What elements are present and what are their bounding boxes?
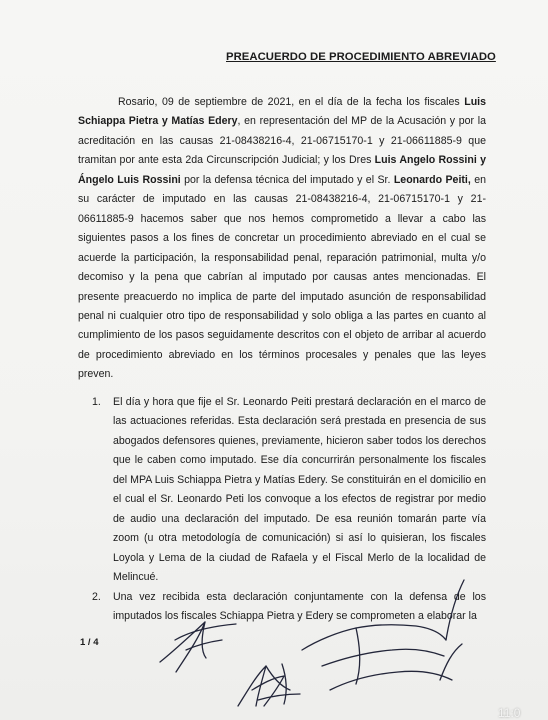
intro-paragraph bbox=[78, 93, 486, 385]
steps-list bbox=[92, 393, 486, 626]
intro-text-2: , en representación del MP de la Acusación y por la acreditación en las causas 21-08438216-4, 21-06715170-1 y 21-06611885-9 que tramitan por ante esta 2da Circunscripción Judicial; y los Dres bbox=[78, 115, 486, 167]
intro-text-3: por la defensa técnica del imputado y el Sr. bbox=[180, 173, 394, 186]
intro-text-1: Rosario, 09 de septiembre de 2021, en el día de la fecha los fiscales bbox=[118, 96, 465, 108]
page-number: 1 / 4 bbox=[80, 637, 99, 648]
intro-defensores-names: Luis Angelo Rossini y Ángelo Luis Rossini bbox=[78, 154, 486, 186]
document-title: PREACUERDO DE PROCEDIMIENTO ABREVIADO bbox=[226, 51, 496, 63]
intro-imputado-name: Leonardo Peiti, bbox=[393, 173, 471, 186]
list-item-text: El día y hora que fije el Sr. Leonardo Peiti prestará declaración en el marco de las actuaciones referidas. Esta declaración será prestada en presencia de sus abogados defensores quienes, previamente, hicieron saber todos los derechos que le caben como imputado. Ese día concurrirán personalmente los fiscales del MPA Luis Schiappa Pietra y Matías Edery. Se constituirán en el domicilio en el cual el Sr. Leonardo Peti los convoque a los efectos de registrar por medio de audio una declaración del imputado. De esa reunión tomarán parte vía zoom (u otra metodología de comunicación) si así lo quisieran, los fiscales Loyola y Lema de la ciudad de Rafaela y el Fiscal Merlo de la localidad de Melincué. bbox=[113, 396, 486, 584]
list-item-number: 1. bbox=[92, 396, 101, 408]
signature-2 bbox=[238, 664, 300, 706]
list-item-text: Una vez recibida esta declaración conjuntamente con la defensa de los imputados los fiscales Schiappa Pietra y Edery se comprometen a elaborar la bbox=[113, 590, 486, 622]
intro-fiscales-names: Luis Schiappa Pietra y Matías Edery bbox=[78, 96, 486, 128]
status-clock: 11:0 bbox=[498, 706, 521, 720]
list-item bbox=[92, 393, 486, 588]
intro-text-4: en su carácter de imputado en las causas 21-08438216-4, 21-06715170-1 y 21-06611885-9 hacemos saber que nos hemos comprometido a llevar a cabo las siguientes pasos a los fines de concretar un procedimiento abreviado en el cual se acuerde la participación, la responsabilidad penal, reparación patrimonial, multa y/o decomiso y la pena que cabrían al imputado por causas antes mencionadas. El presente preacuerdo no implica de parte del imputado asunción de responsabilidad penal ni cualquier otro tipo de responsabilidad y solo obliga a las partes en cuanto al cumplimiento de los pasos seguidamente descritos con el objeto de arribar al acuerdo de procedimiento abreviado en los términos procesales y penales que las leyes preven. bbox=[78, 173, 486, 381]
list-item bbox=[92, 588, 486, 627]
signature-1 bbox=[160, 622, 236, 672]
list-item-number: 2. bbox=[92, 590, 101, 603]
